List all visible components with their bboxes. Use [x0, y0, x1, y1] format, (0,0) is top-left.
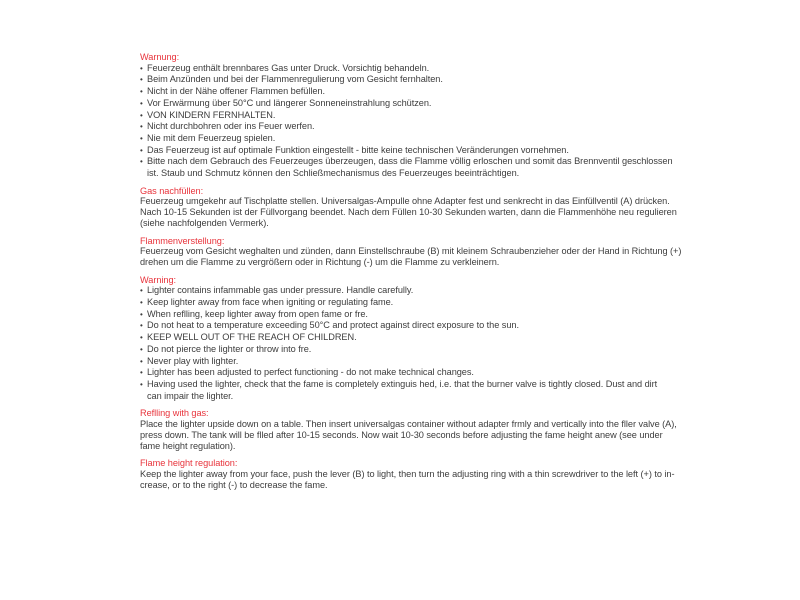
bullet-text: Keep lighter away from face when igniting or regulating fame. — [147, 297, 394, 308]
bullet-line — [140, 156, 740, 168]
bullet-marker: • — [140, 321, 143, 331]
instruction-section — [140, 275, 740, 402]
bullet-line — [140, 63, 740, 75]
text-line: fame height regulation). — [140, 440, 236, 451]
bullet-text: Nicht durchbohren oder ins Feuer werfen. — [147, 121, 315, 132]
bullet-line — [140, 379, 740, 391]
bullet-line — [140, 367, 740, 379]
bullet-marker: • — [140, 157, 143, 167]
bullet-line — [140, 110, 740, 122]
bullet-line — [140, 320, 740, 332]
text-line: (siehe nachfolgenden Vermerk). — [140, 217, 269, 228]
bullet-text: Lighter contains infammable gas under pressure. Handle carefully. — [147, 285, 414, 296]
bullet-text: Beim Anzünden und bei der Flammenregulierung vom Gesicht fernhalten. — [147, 74, 443, 85]
instruction-section — [140, 236, 740, 268]
bullet-line — [140, 297, 740, 309]
text-line: Place the lighter upside down on a table. Then insert universalgas container without adapter frmly and vertically into the fller valve (A), — [140, 419, 677, 430]
text-line: crease, or to the right (-) to decrease the fame. — [140, 479, 328, 490]
bullet-marker: • — [140, 133, 143, 143]
text-line: ist. Staub und Schmutz können den Schließmechanismus des Feuerzeuges beeinträchtigen. — [147, 168, 520, 179]
bullet-marker: • — [140, 298, 143, 308]
section-heading: Flame height regulation: — [140, 458, 238, 469]
instruction-section — [140, 186, 740, 229]
bullet-marker: • — [140, 87, 143, 97]
document-content — [140, 52, 740, 490]
bullet-text: Nicht in der Nähe offener Flammen befüllen. — [147, 86, 325, 97]
bullet-line — [140, 285, 740, 297]
bullet-line — [140, 332, 740, 344]
instruction-section — [140, 408, 740, 451]
bullet-line — [140, 344, 740, 356]
bullet-text: Lighter has been adjusted to perfect functioning - do not make technical changes. — [147, 367, 474, 378]
instruction-section — [140, 52, 740, 179]
bullet-text: Das Feuerzeug ist auf optimale Funktion eingestellt - bitte keine technischen Veränderungen vornehmen. — [147, 144, 569, 155]
bullet-marker: • — [140, 309, 143, 319]
bullet-text: Feuerzeug enthält brennbares Gas unter Druck. Vorsichtig behandeln. — [147, 62, 430, 73]
bullet-marker: • — [140, 98, 143, 108]
instruction-section — [140, 458, 740, 490]
bullet-marker: • — [140, 356, 143, 366]
bullet-marker: • — [140, 145, 143, 155]
bullet-marker: • — [140, 122, 143, 132]
text-line: Feuerzeug vom Gesicht weghalten und zünden, dann Einstellschraube (B) mit kleinem Schraubenzieher oder der Hand in Richtung (+) — [140, 246, 682, 257]
bullet-marker: • — [140, 286, 143, 296]
bullet-marker: • — [140, 368, 143, 378]
section-heading: Warnung: — [140, 52, 180, 62]
bullet-text: VON KINDERN FERNHALTEN. — [147, 109, 276, 120]
bullet-marker: • — [140, 333, 143, 343]
text-line: Keep the lighter away from your face, push the lever (B) to light, then turn the adjusting ring with a thin screwdriver to the left (+) to in- — [140, 468, 675, 479]
text-line: drehen um die Flamme zu vergrößern oder in Richtung (-) um die Flamme zu verkleinern. — [140, 256, 500, 267]
bullet-text: Having used the lighter, check that the fame is completely extinguis hed, i.e. that the burner valve is tightly closed. Dust and dirt — [147, 378, 658, 389]
text-line: can impair the lighter. — [147, 390, 234, 401]
section-heading: Gas nachfüllen: — [140, 185, 204, 196]
bullet-line — [140, 74, 740, 86]
bullet-marker: • — [140, 379, 143, 389]
bullet-text: Do not heat to a temperature exceeding 50°C and protect against direct exposure to the sun. — [147, 320, 519, 331]
section-heading: Warning: — [140, 274, 177, 285]
bullet-marker: • — [140, 110, 143, 120]
text-line: Nach 10-15 Sekunden ist der Füllvorgang beendet. Nach dem Füllen 10-30 Sekunden warten, dann die Flammenhöhe neu regulieren — [140, 207, 677, 218]
bullet-text: Never play with lighter. — [147, 355, 239, 366]
bullet-line — [140, 356, 740, 368]
section-heading: Flammenverstellung: — [140, 235, 225, 246]
bullet-line — [140, 133, 740, 145]
bullet-line — [140, 309, 740, 321]
text-line: Feuerzeug umgekehr auf Tischplatte stellen. Universalgas-Ampulle ohne Adapter fest und senkrecht in das Einfüllventil (A) drücken. — [140, 196, 670, 207]
bullet-text: Nie mit dem Feuerzeug spielen. — [147, 132, 276, 143]
bullet-marker: • — [140, 344, 143, 354]
bullet-text: Do not pierce the lighter or throw into fre. — [147, 343, 312, 354]
bullet-text: When reflling, keep lighter away from open fame or fre. — [147, 308, 368, 319]
bullet-text: Bitte nach dem Gebrauch des Feuerzeuges überzeugen, dass die Flamme völlig erloschen und somit das Brennventil geschlossen — [147, 156, 673, 167]
bullet-line — [140, 145, 740, 157]
bullet-line — [140, 121, 740, 133]
bullet-marker: • — [140, 75, 143, 85]
text-line: press down. The tank will be flled after 10-15 seconds. Now wait 10-30 seconds before adjusting the fame height anew (see under — [140, 429, 663, 440]
bullet-line — [140, 98, 740, 110]
bullet-marker: • — [140, 63, 143, 73]
bullet-line — [140, 86, 740, 98]
bullet-text: Vor Erwärmung über 50°C und längerer Sonneneinstrahlung schützen. — [147, 97, 432, 108]
section-heading: Reflling with gas: — [140, 408, 209, 419]
bullet-text: KEEP WELL OUT OF THE REACH OF CHILDREN. — [147, 332, 357, 343]
